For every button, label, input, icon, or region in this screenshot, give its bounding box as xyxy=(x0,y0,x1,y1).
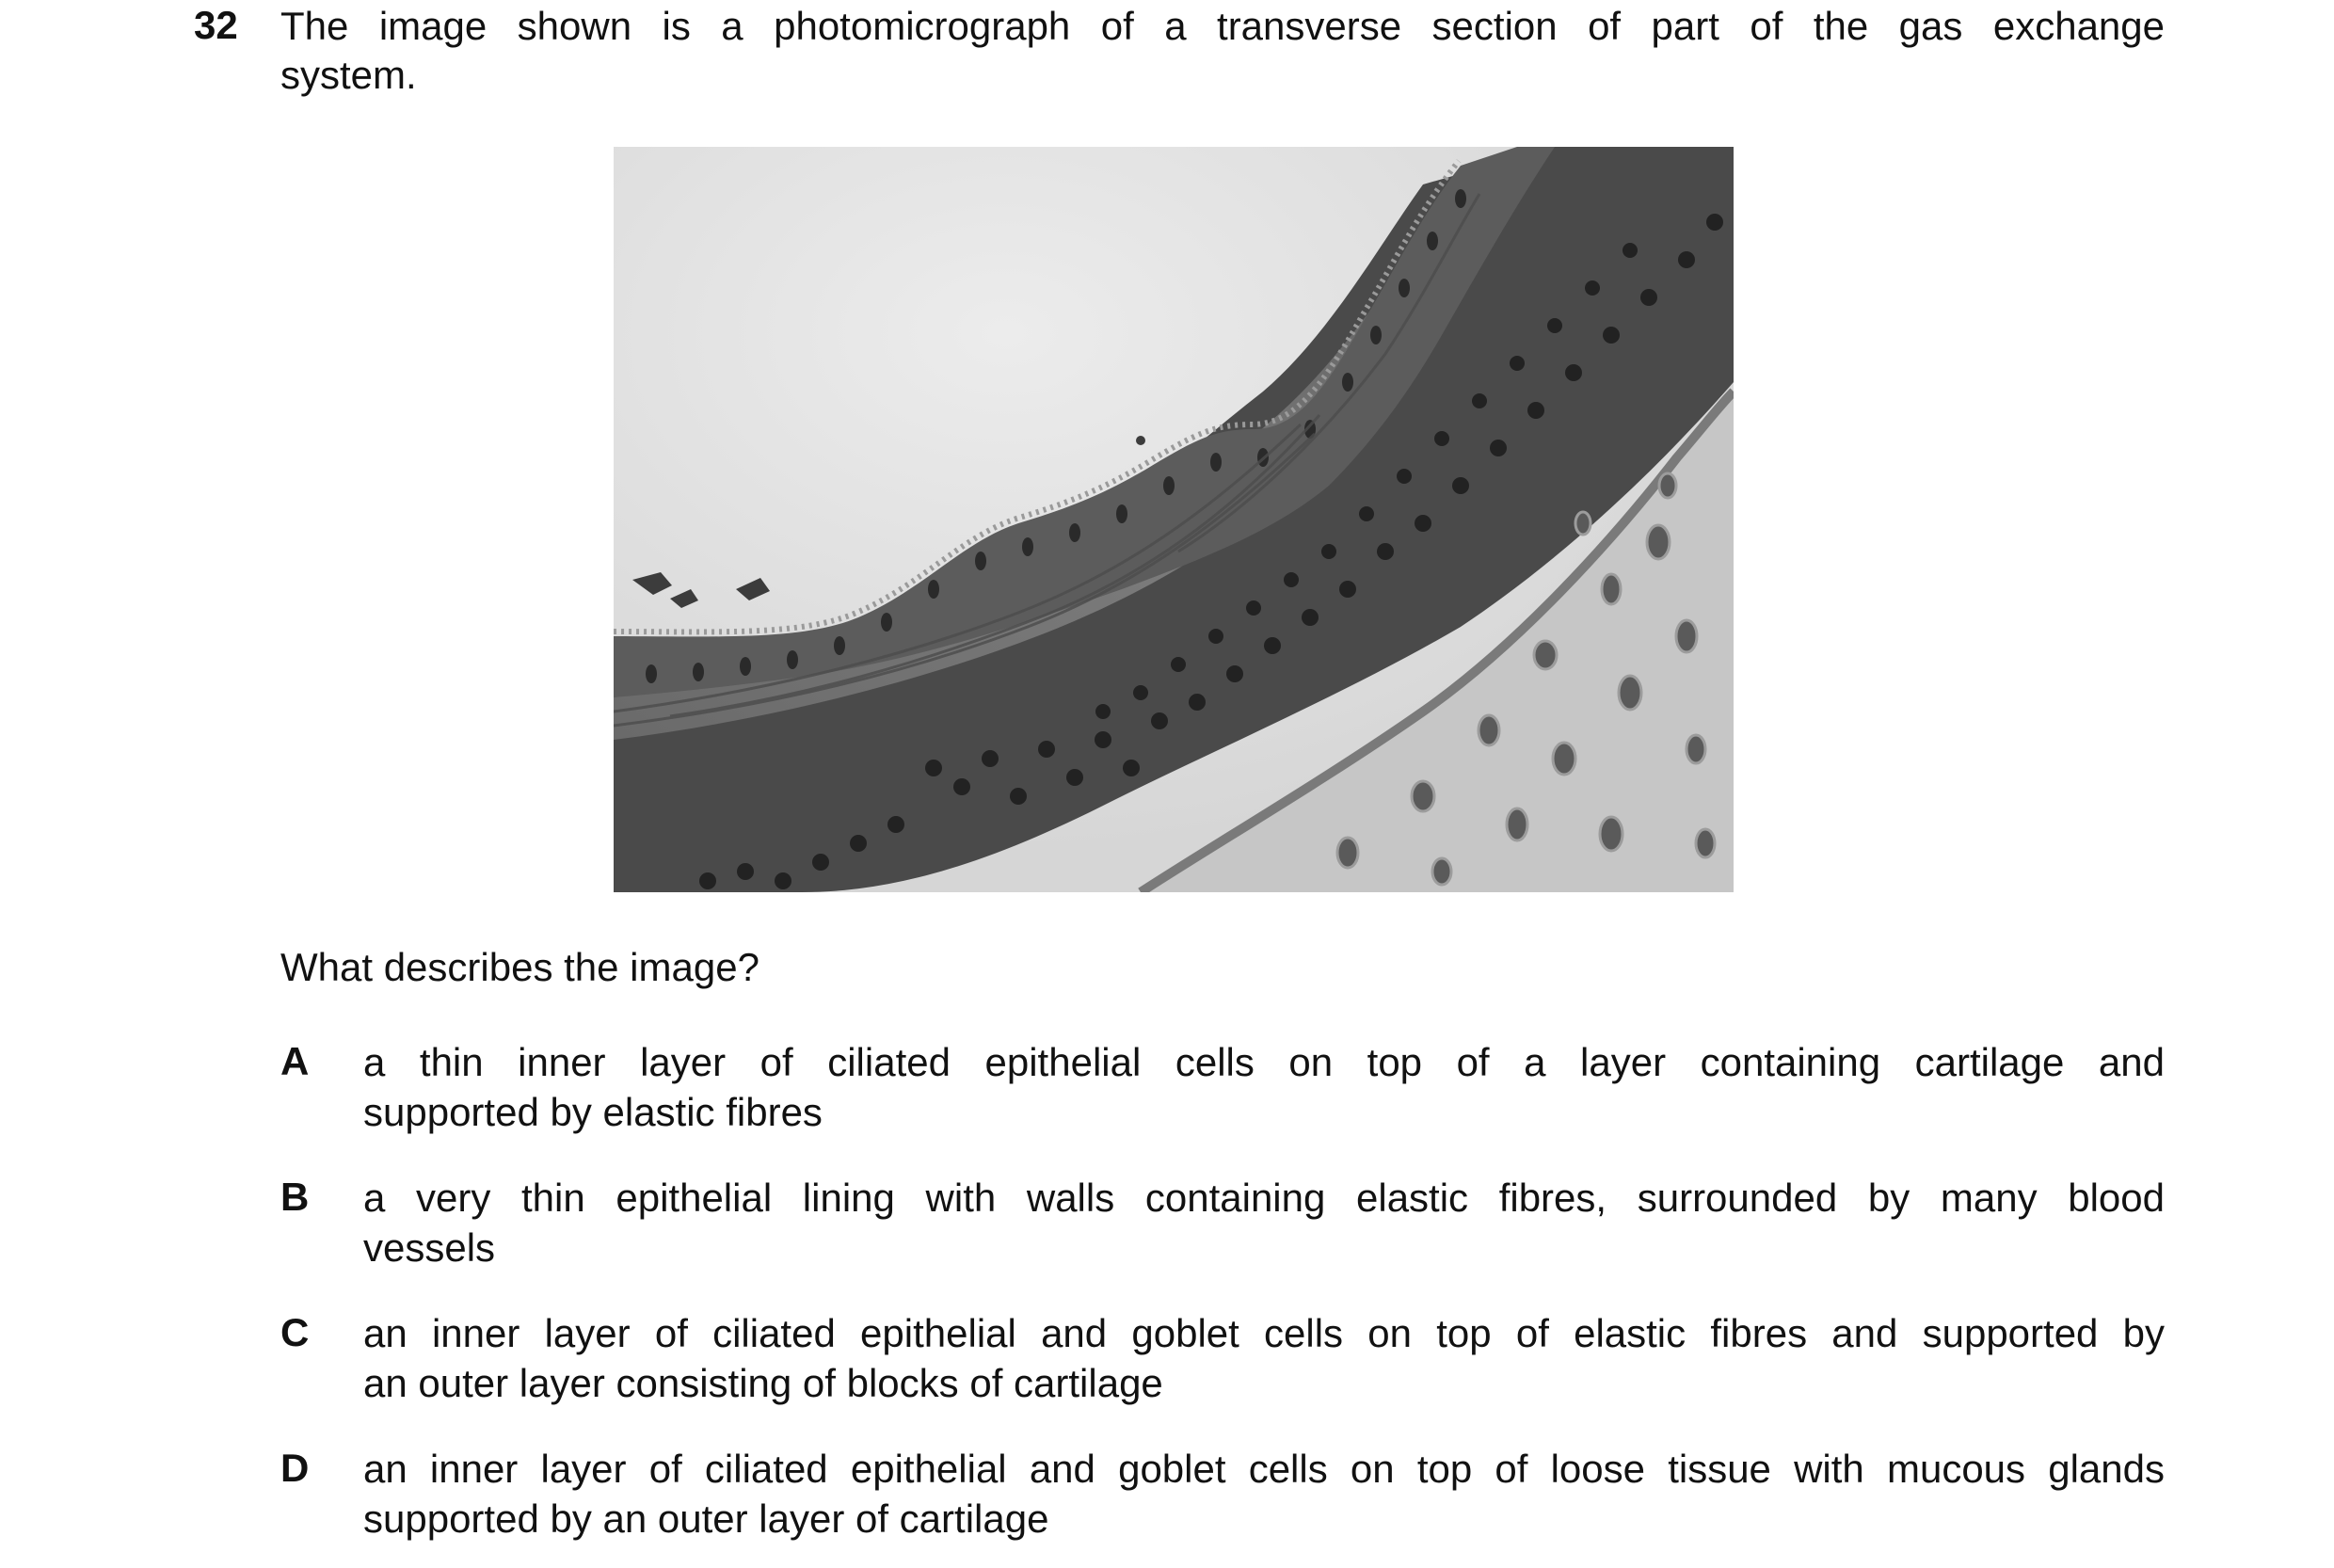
option-text-line-2: an outer layer consisting of blocks of cartilage xyxy=(363,1361,1163,1405)
option-text-line-1: a thin inner layer of ciliated epithelial cells on top of a layer containing cartilage and xyxy=(363,1040,2165,1084)
photomicrograph-figure xyxy=(614,147,1734,892)
question-stem-line-2: system. xyxy=(280,53,417,97)
option-text-line-2: vessels xyxy=(363,1225,496,1270)
option-letter: B xyxy=(280,1175,310,1219)
option-text xyxy=(363,1173,2165,1272)
option-text-line-1: an inner layer of ciliated epithelial and goblet cells on top of loose tissue with mucous glands xyxy=(363,1447,2165,1491)
option-text-line-1: an inner layer of ciliated epithelial and goblet cells on top of elastic fibres and supported by xyxy=(363,1311,2165,1355)
option-text xyxy=(363,1037,2165,1137)
option-text xyxy=(363,1444,2165,1544)
question-stem xyxy=(280,2,2165,100)
question-number: 32 xyxy=(194,3,238,47)
option-text xyxy=(363,1308,2165,1408)
option-text-line-2: supported by an outer layer of cartilage xyxy=(363,1496,1049,1541)
option-letter: D xyxy=(280,1446,310,1490)
photomicrograph-image xyxy=(614,147,1734,892)
option-letter: A xyxy=(280,1039,310,1083)
option-letter: C xyxy=(280,1310,310,1354)
question-prompt: What describes the image? xyxy=(280,945,759,989)
question-stem-line-1: The image shown is a photomicrograph of a transverse section of part of the gas exchange xyxy=(280,4,2165,48)
option-text-line-2: supported by elastic fibres xyxy=(363,1090,823,1134)
option-text-line-1: a very thin epithelial lining with walls containing elastic fibres, surrounded by many blood xyxy=(363,1176,2165,1220)
